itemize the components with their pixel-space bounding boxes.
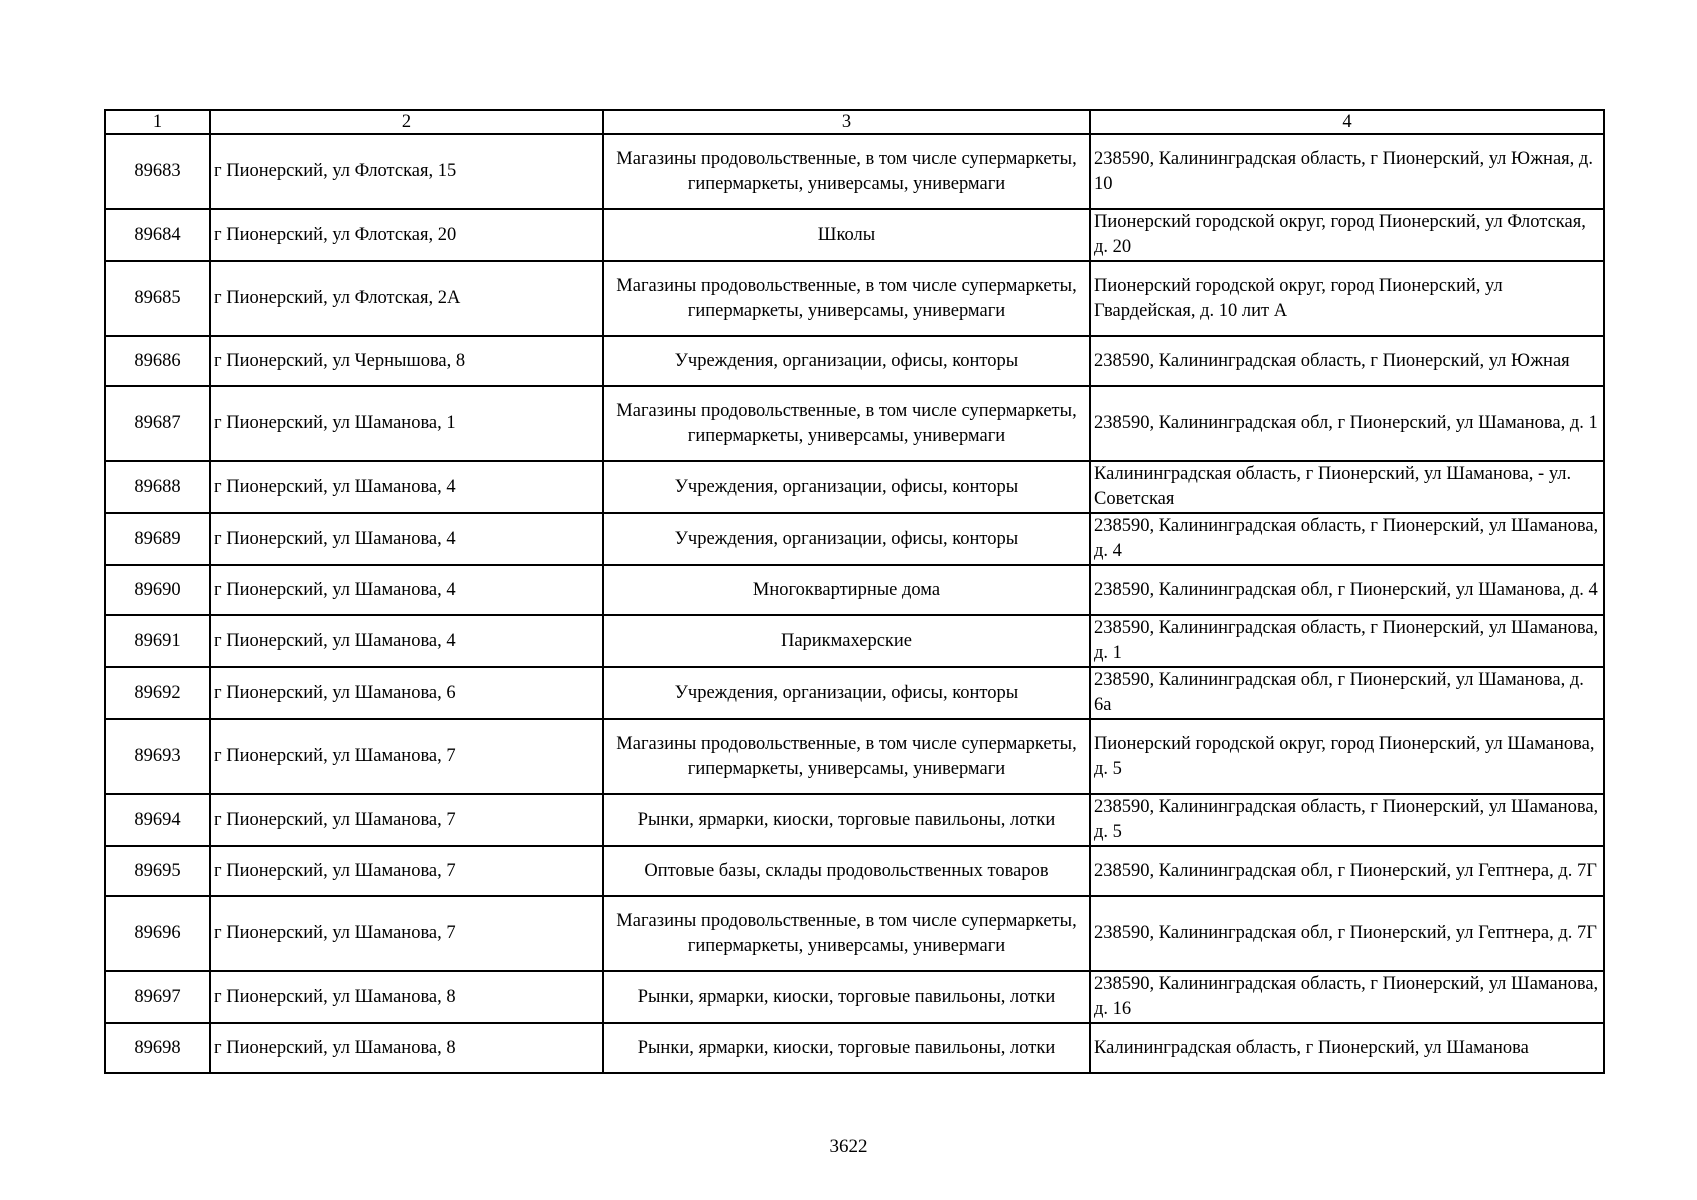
row-location: Калининградская область, г Пионерский, ул Шаманова, - ул. Советская xyxy=(1090,461,1604,513)
column-header-2: 2 xyxy=(210,110,603,134)
row-category: Магазины продовольственные, в том числе супермаркеты, гипермаркеты, универсамы, универмаги xyxy=(603,896,1090,971)
row-location: 238590, Калининградская обл, г Пионерский, ул Гептнера, д. 7Г xyxy=(1090,846,1604,896)
row-id: 89692 xyxy=(105,667,210,719)
table-row xyxy=(105,971,1604,1023)
row-id: 89696 xyxy=(105,896,210,971)
table-row xyxy=(105,261,1604,336)
row-location: 238590, Калининградская область, г Пионерский, ул Шаманова, д. 5 xyxy=(1090,794,1604,846)
row-address: г Пионерский, ул Чернышова, 8 xyxy=(210,336,603,386)
table-row xyxy=(105,846,1604,896)
row-id: 89683 xyxy=(105,134,210,209)
row-category: Магазины продовольственные, в том числе супермаркеты, гипермаркеты, универсамы, универмаги xyxy=(603,261,1090,336)
row-id: 89684 xyxy=(105,209,210,261)
table-row xyxy=(105,134,1604,209)
table-row xyxy=(105,896,1604,971)
row-category: Парикмахерские xyxy=(603,615,1090,667)
row-category: Учреждения, организации, офисы, конторы xyxy=(603,336,1090,386)
row-category: Магазины продовольственные, в том числе супермаркеты, гипермаркеты, универсамы, универмаги xyxy=(603,386,1090,461)
row-category: Рынки, ярмарки, киоски, торговые павильоны, лотки xyxy=(603,794,1090,846)
row-category: Рынки, ярмарки, киоски, торговые павильоны, лотки xyxy=(603,971,1090,1023)
row-category: Учреждения, организации, офисы, конторы xyxy=(603,513,1090,565)
row-category: Магазины продовольственные, в том числе супермаркеты, гипермаркеты, универсамы, универмаги xyxy=(603,719,1090,794)
row-address: г Пионерский, ул Шаманова, 4 xyxy=(210,615,603,667)
registry-table xyxy=(104,109,1605,1074)
table-row xyxy=(105,1023,1604,1073)
row-location: 238590, Калининградская обл, г Пионерский, ул Шаманова, д. 4 xyxy=(1090,565,1604,615)
table-row xyxy=(105,667,1604,719)
table-row xyxy=(105,794,1604,846)
row-address: г Пионерский, ул Флотская, 15 xyxy=(210,134,603,209)
table-row xyxy=(105,209,1604,261)
row-category: Школы xyxy=(603,209,1090,261)
row-address: г Пионерский, ул Шаманова, 7 xyxy=(210,719,603,794)
table-header xyxy=(105,110,1604,134)
row-location: 238590, Калининградская область, г Пионерский, ул Шаманова, д. 4 xyxy=(1090,513,1604,565)
row-id: 89698 xyxy=(105,1023,210,1073)
row-id: 89687 xyxy=(105,386,210,461)
row-address: г Пионерский, ул Шаманова, 1 xyxy=(210,386,603,461)
row-location: 238590, Калининградская обл, г Пионерский, ул Гептнера, д. 7Г xyxy=(1090,896,1604,971)
row-category: Учреждения, организации, офисы, конторы xyxy=(603,667,1090,719)
row-location: 238590, Калининградская область, г Пионерский, ул Южная xyxy=(1090,336,1604,386)
page-number: 3622 xyxy=(829,1136,868,1157)
table-row xyxy=(105,565,1604,615)
table-row xyxy=(105,461,1604,513)
row-address: г Пионерский, ул Шаманова, 8 xyxy=(210,971,603,1023)
row-location: 238590, Калининградская область, г Пионерский, ул Южная, д. 10 xyxy=(1090,134,1604,209)
row-id: 89688 xyxy=(105,461,210,513)
row-location: 238590, Калининградская обл, г Пионерский, ул Шаманова, д. 1 xyxy=(1090,386,1604,461)
row-address: г Пионерский, ул Шаманова, 4 xyxy=(210,565,603,615)
row-location: 238590, Калининградская область, г Пионерский, ул Шаманова, д. 1 xyxy=(1090,615,1604,667)
row-id: 89691 xyxy=(105,615,210,667)
row-address: г Пионерский, ул Шаманова, 7 xyxy=(210,846,603,896)
row-location: Пионерский городской округ, город Пионерский, ул Флотская, д. 20 xyxy=(1090,209,1604,261)
row-id: 89697 xyxy=(105,971,210,1023)
row-category: Учреждения, организации, офисы, конторы xyxy=(603,461,1090,513)
row-id: 89690 xyxy=(105,565,210,615)
row-address: г Пионерский, ул Шаманова, 6 xyxy=(210,667,603,719)
row-location: Пионерский городской округ, город Пионерский, ул Шаманова, д. 5 xyxy=(1090,719,1604,794)
row-address: г Пионерский, ул Шаманова, 4 xyxy=(210,513,603,565)
column-header-3: 3 xyxy=(603,110,1090,134)
row-location: 238590, Калининградская обл, г Пионерский, ул Шаманова, д. 6а xyxy=(1090,667,1604,719)
row-category: Оптовые базы, склады продовольственных товаров xyxy=(603,846,1090,896)
row-address: г Пионерский, ул Флотская, 20 xyxy=(210,209,603,261)
row-address: г Пионерский, ул Шаманова, 8 xyxy=(210,1023,603,1073)
table-row xyxy=(105,336,1604,386)
column-header-1: 1 xyxy=(105,110,210,134)
row-id: 89689 xyxy=(105,513,210,565)
row-category: Магазины продовольственные, в том числе супермаркеты, гипермаркеты, универсамы, универмаги xyxy=(603,134,1090,209)
row-address: г Пионерский, ул Шаманова, 7 xyxy=(210,794,603,846)
row-location: Калининградская область, г Пионерский, ул Шаманова xyxy=(1090,1023,1604,1073)
table-body xyxy=(105,134,1604,1073)
row-category: Рынки, ярмарки, киоски, торговые павильоны, лотки xyxy=(603,1023,1090,1073)
row-id: 89695 xyxy=(105,846,210,896)
column-header-4: 4 xyxy=(1090,110,1604,134)
table-row xyxy=(105,615,1604,667)
row-id: 89694 xyxy=(105,794,210,846)
row-address: г Пионерский, ул Шаманова, 4 xyxy=(210,461,603,513)
table-row xyxy=(105,513,1604,565)
row-id: 89686 xyxy=(105,336,210,386)
row-address: г Пионерский, ул Шаманова, 7 xyxy=(210,896,603,971)
table-row xyxy=(105,386,1604,461)
row-location: Пионерский городской округ, город Пионерский, ул Гвардейская, д. 10 лит А xyxy=(1090,261,1604,336)
header-row xyxy=(105,110,1604,134)
row-location: 238590, Калининградская область, г Пионерский, ул Шаманова, д. 16 xyxy=(1090,971,1604,1023)
row-address: г Пионерский, ул Флотская, 2А xyxy=(210,261,603,336)
table-row xyxy=(105,719,1604,794)
row-id: 89685 xyxy=(105,261,210,336)
row-category: Многоквартирные дома xyxy=(603,565,1090,615)
row-id: 89693 xyxy=(105,719,210,794)
